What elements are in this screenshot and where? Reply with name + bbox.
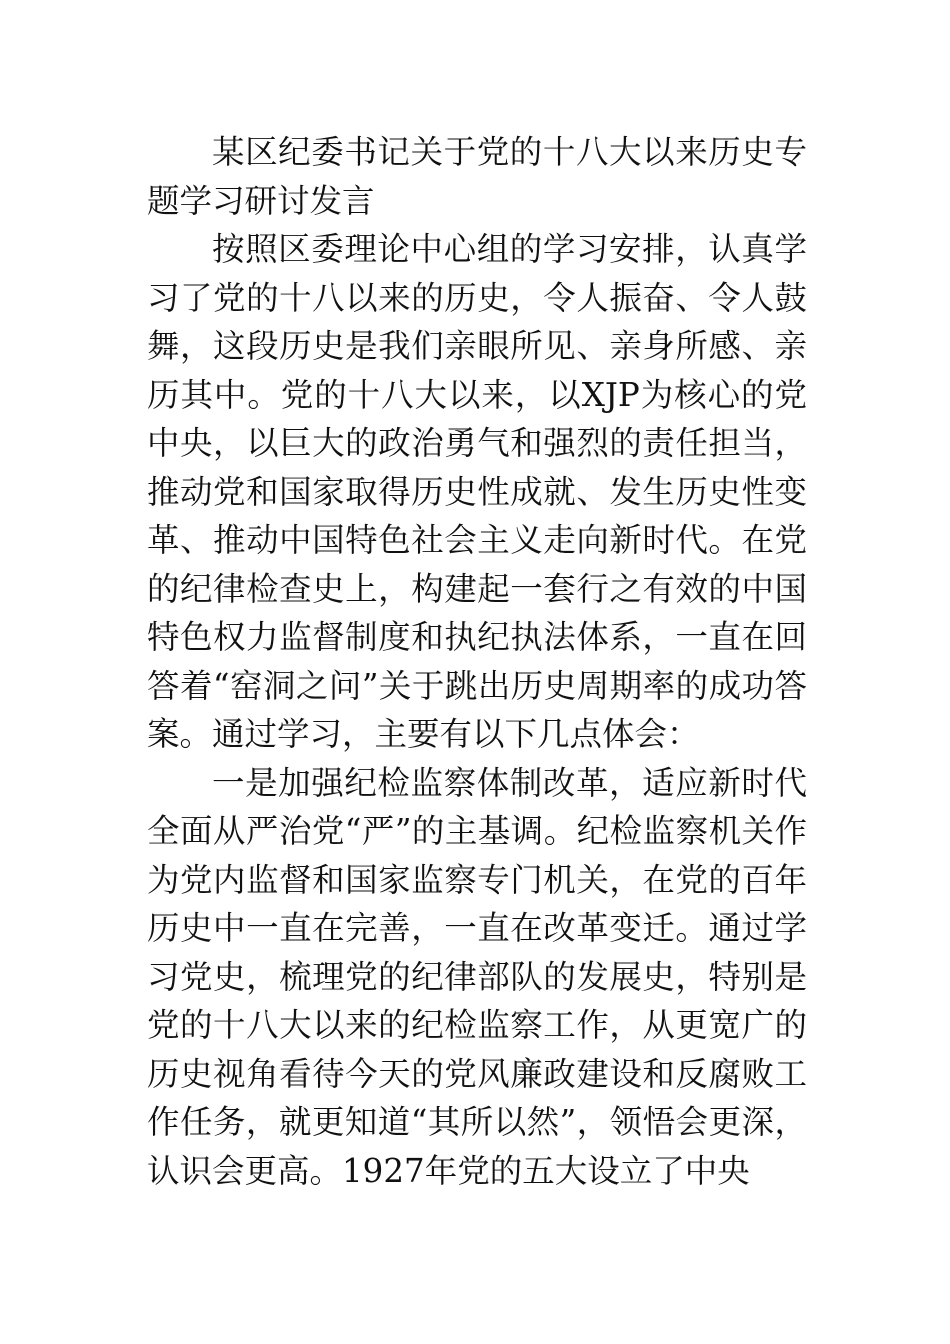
- document-body: [147, 128, 807, 1195]
- paragraph-intro: 按照区委理论中心组的学习安排，认真学习了党的十八以来的历史，令人振奋、令人鼓舞，这段历史是我们亲眼所见、亲身所感、亲历其中。党的十八大以来，以XJP为核心的党中央，以巨大的政治勇气和强烈的责任担当，推动党和国家取得历史性成就、发生历史性变革、推动中国特色社会主义走向新时代。在党的纪律检查史上，构建起一套行之有效的中国特色权力监督制度和执纪执法体系，一直在回答着“窑洞之问”关于跳出历史周期率的成功答案。通过学习，主要有以下几点体会：: [147, 230, 807, 753]
- document-title: 某区纪委书记关于党的十八大以来历史专题学习研讨发言: [147, 133, 807, 220]
- paragraph-point-one: 一是加强纪检监察体制改革，适应新时代全面从严治党“严”的主基调。纪检监察机关作为党内监督和国家监察专门机关，在党的百年历史中一直在完善，一直在改革变迁。通过学习党史，梳理党的纪律部队的发展史，特别是党的十八大以来的纪检监察工作，从更宽广的历史视角看待今天的党风廉政建设和反腐败工作任务，就更知道“其所以然”，领悟会更深，认识会更高。1927年党的五大设立了中央: [147, 763, 807, 1190]
